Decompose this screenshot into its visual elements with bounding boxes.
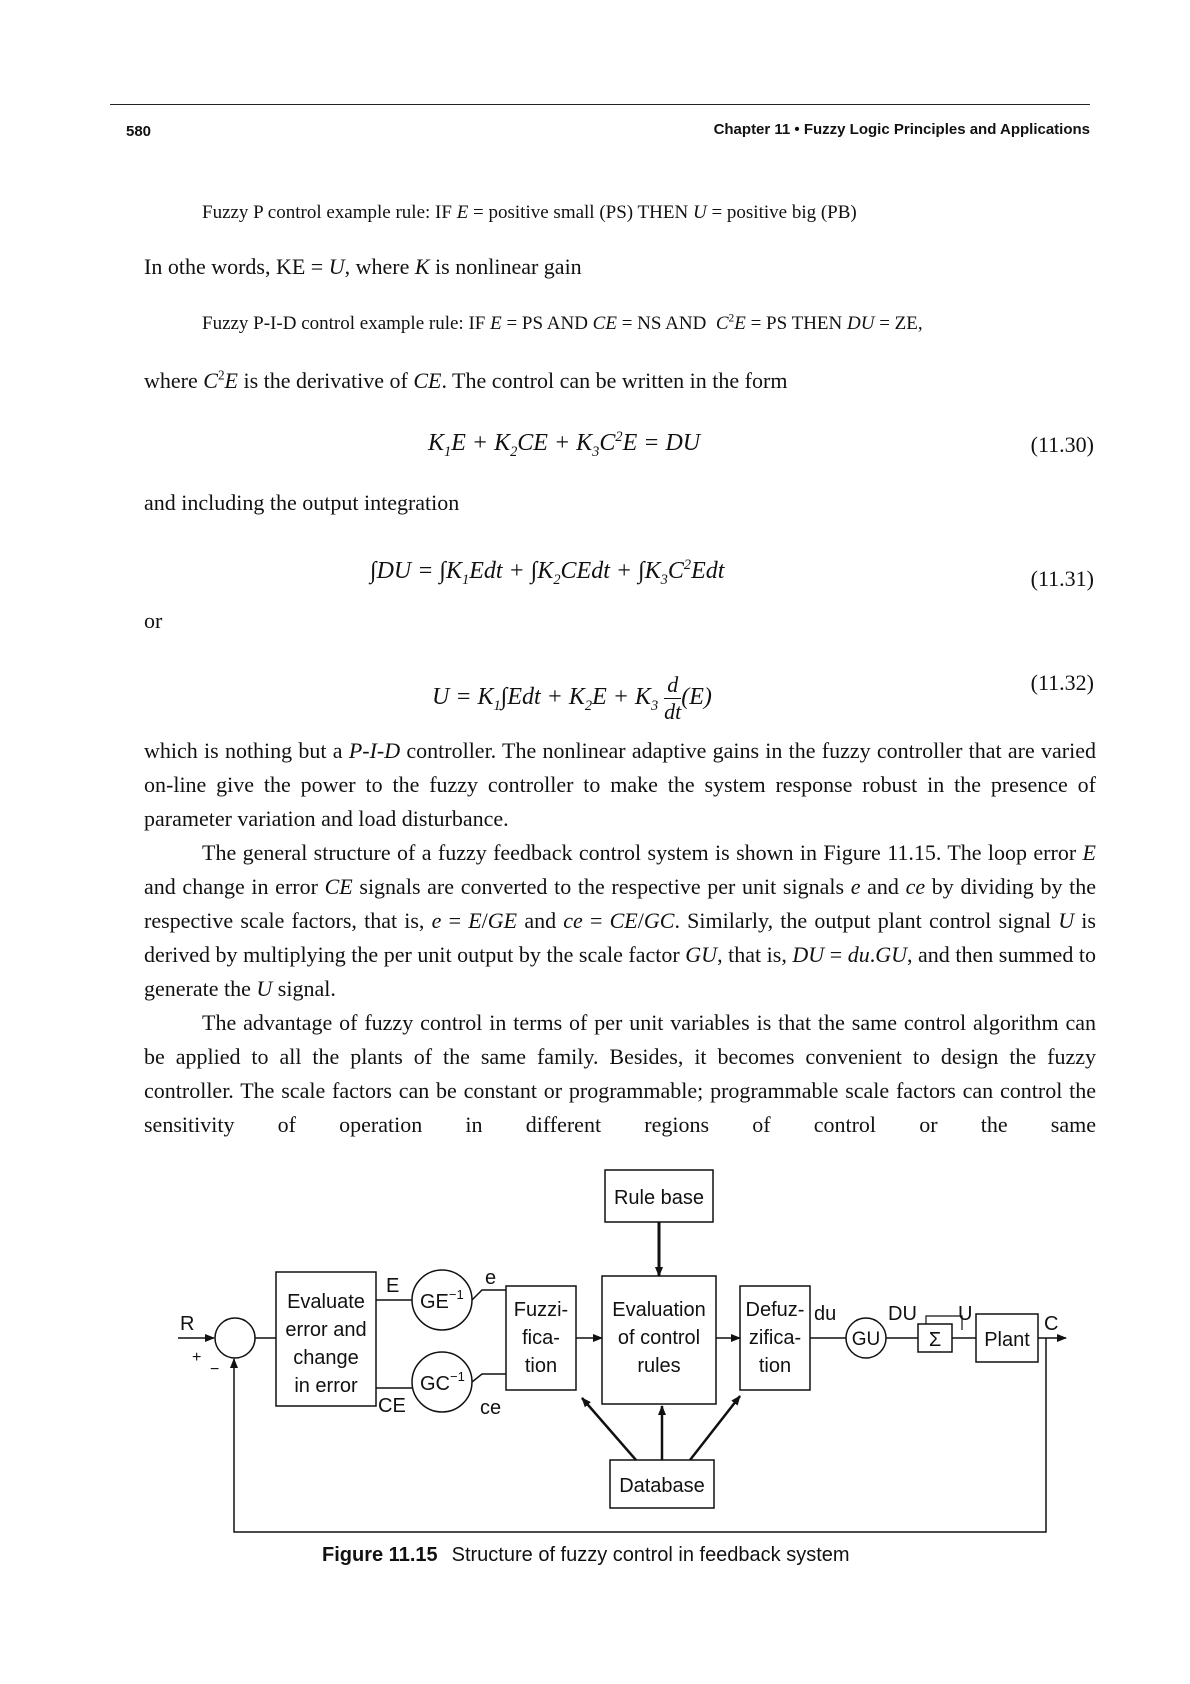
rule-pid-line: Fuzzy P-I-D control example rule: IF E = PS AND CE = NS AND $C^2E$ = PS THEN DU = ZE, [202,312,923,334]
db-to-fuzz-arrow [582,1398,636,1460]
label-CE: CE [378,1395,406,1417]
paragraph-2: The general structure of a fuzzy feedback control system is shown in Figure 11.15. The loop error E and change in error CE signals are converted to the respective per unit signals e and ce by dividing by the respective scale factors, that is, e = E/GE and ce = CE/GC. Similarly, the output plant control signal U is derived by multiplying the per unit output by the scale factor GU, that is, DU = du.GU, and then summed to generate the U signal. [144,840,1096,1001]
fuzzification-line-2: fica- [522,1327,560,1349]
evaluation-line-2: of control [617,1327,701,1349]
equation-number-11-31: (11.31) [1030,566,1094,591]
ce-line [472,1374,506,1382]
paragraph-1: which is nothing but a P-I-D controller. The nonlinear adaptive gains in the fuzzy controller that are varied on-line give the power to the fuzzy controller to make the system response robust in the presence of parameter variation and load disturbance. [144,738,1096,831]
evaluate-line-3: change [293,1347,359,1369]
U-tap [926,1316,962,1330]
defuzzification-line-2: zifica- [748,1327,802,1349]
GU-label: GU [851,1329,881,1350]
evaluate-line-1: Evaluate [287,1291,365,1313]
evaluate-line-4: in error [294,1375,358,1397]
figure-caption-text: Structure of fuzzy control in feedback system [451,1544,850,1566]
including-line: and including the output integration [144,490,460,515]
database-label: Database [619,1475,705,1497]
page-number: 580 [126,123,152,140]
evaluation-line-1: Evaluation [612,1299,706,1321]
defuzzification-line-3: tion [758,1355,792,1377]
or-line: or [144,608,163,633]
plant-label: Plant [984,1329,1030,1351]
fuzzification-line-1: Fuzzi- [513,1299,569,1321]
other-words-line: In othe words, KE = U, where K is nonlinear gain [144,254,582,279]
where-line: where $C^2E$ is the derivative of CE. The control can be written in the form [144,367,788,393]
rule-base-label: Rule base [613,1187,705,1209]
label-minus: − [210,1361,220,1378]
evaluate-line-2: error and [285,1319,367,1341]
summing-junction [215,1318,255,1358]
label-U: U [958,1303,973,1325]
equation-11-31: $\int DU = \int K_1Edt$ + $\int K_2CEdt + \int K_3C^2Edt$ [370,557,725,588]
GC-label: $GC^{-1}$ [420,1369,465,1395]
paragraph-3: The advantage of fuzzy control in terms of per unit variables is that the same control algorithm can be applied to all the plants of the same family. Besides, it becomes convenient to design the fuzzy controller. The scale factors can be constant or programmable; programmable scale factors can control the sensitivity of operation in different regions of control or the same [144,1010,1096,1137]
label-C: C [1044,1313,1059,1335]
label-DU: DU [888,1303,917,1325]
label-du: du [814,1303,837,1325]
fuzzification-line-3: tion [524,1355,558,1377]
db-to-defuzz-arrow [690,1396,740,1460]
equation-11-30: $K_1E + K_2CE + K_3C^2E$ = DU [428,429,701,460]
GE-label: $GE^{-1}$ [420,1287,464,1313]
defuzzification-line-1: Defuz- [745,1299,805,1321]
label-R: R [180,1313,195,1335]
running-title: Chapter 11 • Fuzzy Logic Principles and Applications [713,121,1090,138]
equation-number-11-30: (11.30) [1030,432,1094,457]
label-e: e [485,1267,497,1289]
evaluation-line-3: rules [637,1355,681,1377]
label-plus: + [192,1349,202,1366]
equation-11-32: $U = K_1\int Edt + K_2E + K_3$ $\frac{d}{dt}$ (E) [432,672,712,724]
figure-label: Figure 11.15 [322,1544,438,1566]
label-E: E [386,1275,400,1297]
rule-p-line: Fuzzy P control example rule: IF E = positive small (PS) THEN U = positive big (PB) [202,202,857,223]
figure-caption [322,1544,850,1567]
label-ce: ce [480,1397,502,1419]
equation-number-11-32: (11.32) [1030,670,1094,695]
e-line [472,1290,506,1300]
sigma-label: Σ [928,1329,942,1351]
